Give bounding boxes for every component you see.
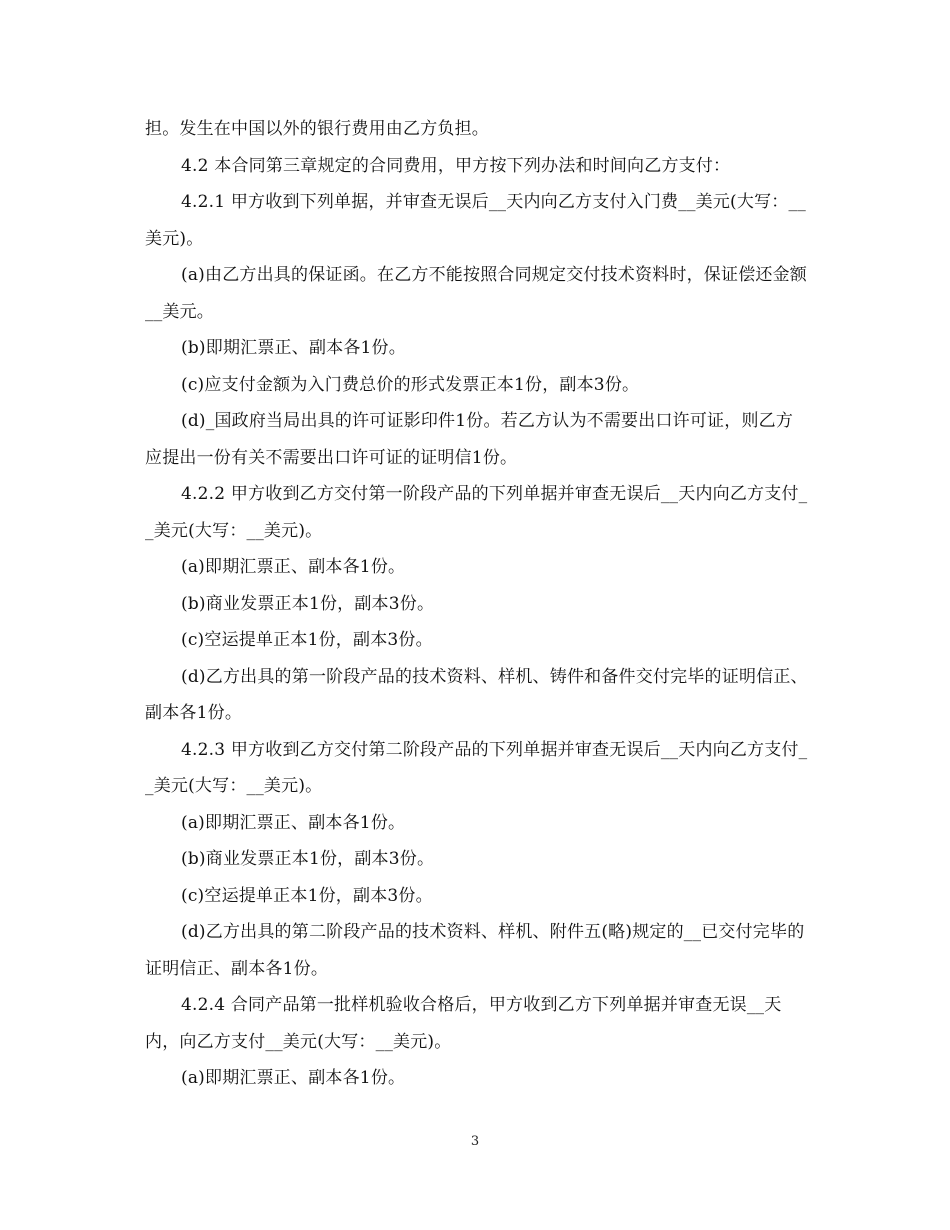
paragraph-5: (b)即期汇票正、副本各1份。 <box>181 338 406 358</box>
paragraph-9: (a)即期汇票正、副本各1份。 <box>181 557 406 577</box>
paragraph-2: 4.2 本合同第三章规定的合同费用，甲方按下列办法和时间向乙方支付： <box>181 155 731 176</box>
paragraph-1: 担。发生在中国以外的银行费用由乙方负担。 <box>145 119 489 139</box>
document-body <box>145 111 810 1097</box>
paragraph-16: (c)空运提单正本1份，副本3份。 <box>181 885 433 906</box>
paragraph-19: (a)即期汇票正、副本各1份。 <box>181 1068 406 1088</box>
paragraph-17: (d)乙方出具的第二阶段产品的技术资料、样机、附件五(略)规定的__已交付完毕的证明信正、副本各1份。 <box>145 922 805 979</box>
paragraph-3: 4.2.1 甲方收到下列单据，并审查无误后__天内向乙方支付入门费__美元(大写：__美元)。 <box>145 192 806 249</box>
paragraph-13: 4.2.3 甲方收到乙方交付第二阶段产品的下列单据并审查无误后__天内向乙方支付__美元(大写：__美元)。 <box>145 739 808 796</box>
paragraph-12: (d)乙方出具的第一阶段产品的技术资料、样机、铸件和备件交付完毕的证明信正、副本各1份。 <box>145 666 808 723</box>
paragraph-7: (d)_国政府当局出具的许可证影印件1份。若乙方认为不需要出口许可证，则乙方应提出一份有关不需要出口许可证的证明信1份。 <box>145 411 794 468</box>
paragraph-10: (b)商业发票正本1份，副本3份。 <box>181 593 435 614</box>
paragraph-15: (b)商业发票正本1份，副本3份。 <box>181 849 435 869</box>
paragraph-4: (a)由乙方出具的保证函。在乙方不能按照合同规定交付技术资料时，保证偿还金额__美元。 <box>145 265 807 322</box>
paragraph-11: (c)空运提单正本1份，副本3份。 <box>181 630 433 650</box>
paragraph-8: 4.2.2 甲方收到乙方交付第一阶段产品的下列单据并审查无误后__天内向乙方支付__美元(大写：__美元)。 <box>145 484 808 541</box>
paragraph-6: (c)应支付金额为入门费总价的形式发票正本1份，副本3份。 <box>181 374 640 395</box>
paragraph-14: (a)即期汇票正、副本各1份。 <box>181 812 406 833</box>
paragraph-18: 4.2.4 合同产品第一批样机验收合格后，甲方收到乙方下列单据并审查无误__天内，向乙方支付__美元(大写：__美元)。 <box>145 995 782 1052</box>
page-number: 3 <box>470 1134 480 1149</box>
